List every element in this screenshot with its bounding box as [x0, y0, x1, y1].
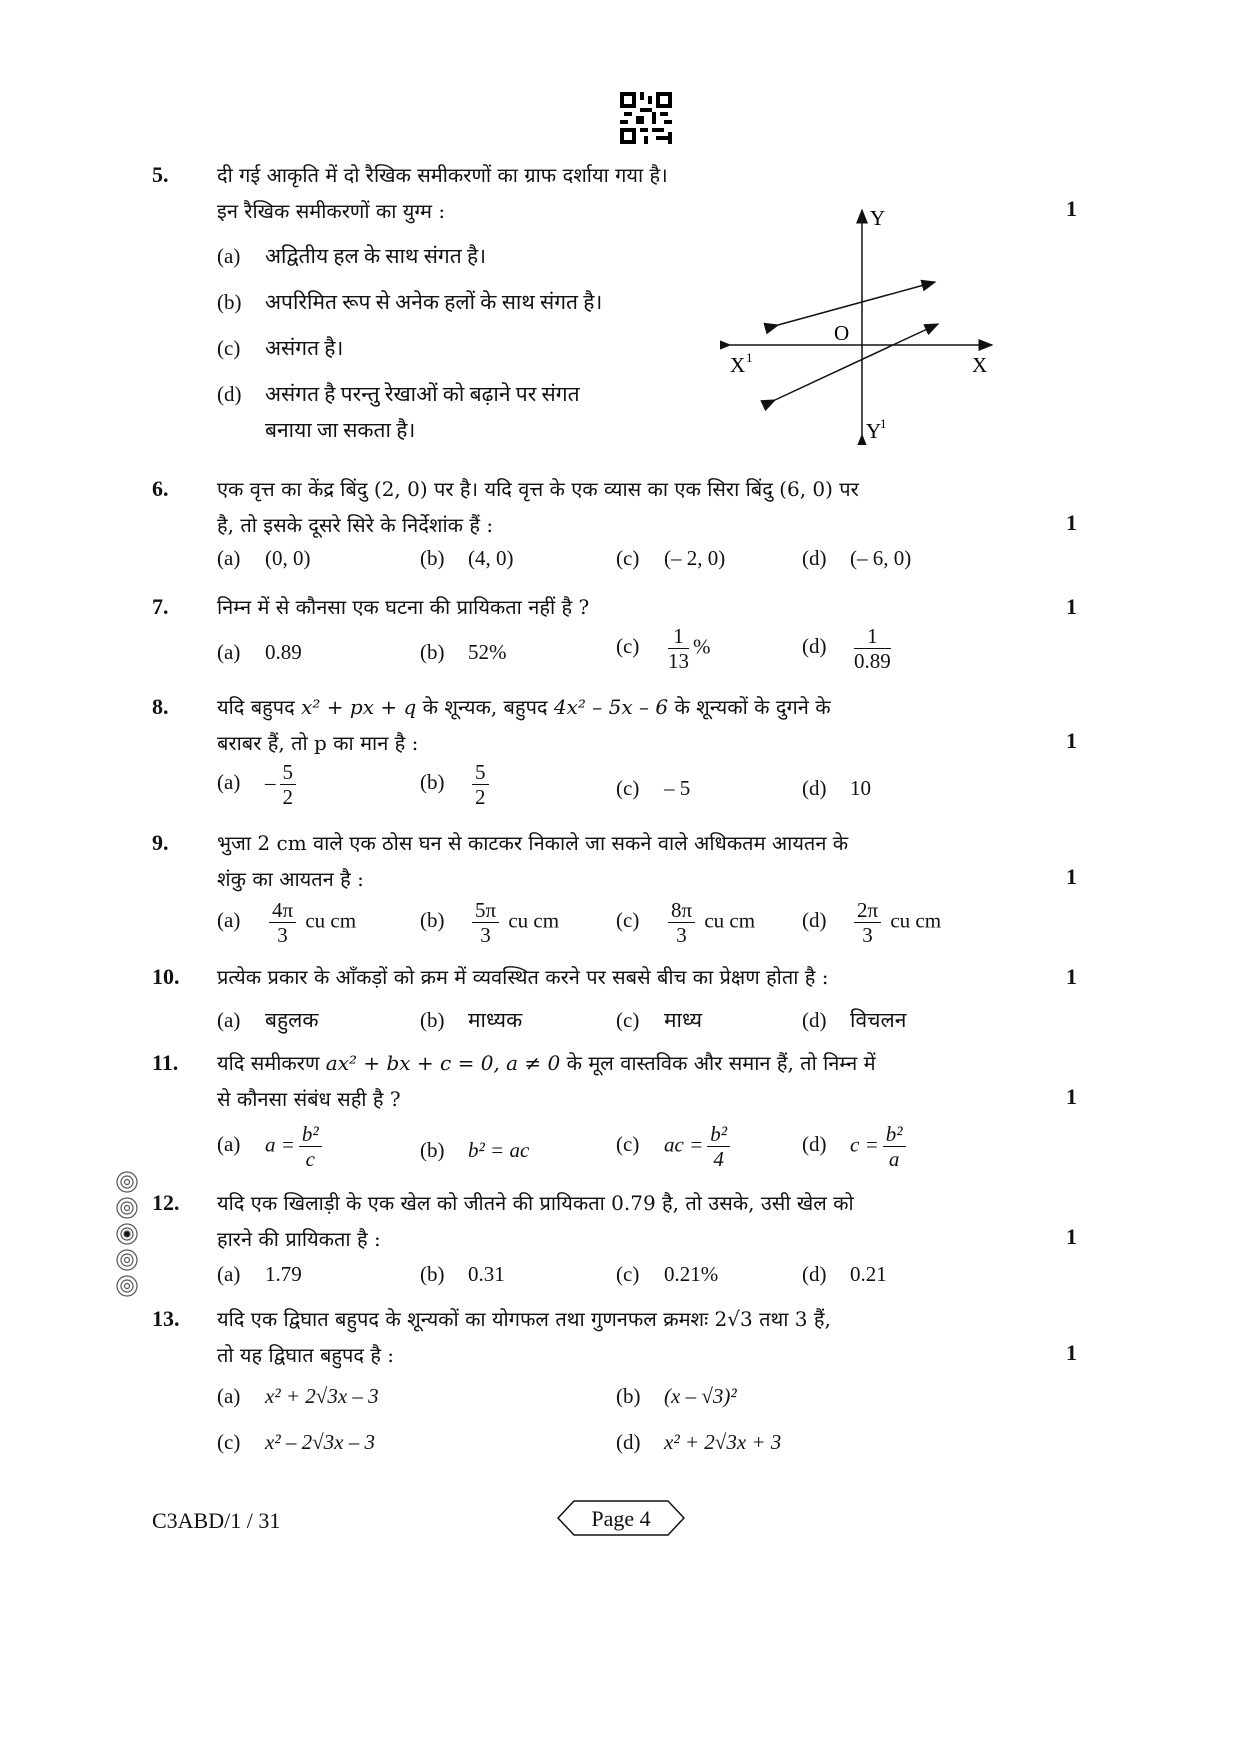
- option-suffix: cu cm: [305, 908, 357, 933]
- marks: 1: [1066, 964, 1077, 989]
- label-y1: Y: [866, 419, 882, 443]
- option-label: (b): [420, 1138, 445, 1162]
- text-part: के शून्यकों के दुगने के: [668, 695, 831, 719]
- question-number: 9.: [152, 830, 169, 855]
- option-c: [217, 1430, 375, 1455]
- text-part: यदि बहुपद: [217, 695, 302, 719]
- option-label: (d): [802, 776, 827, 800]
- option-label: (c): [616, 776, 640, 800]
- option-label: (c): [616, 1132, 640, 1157]
- question-number: 8.: [152, 694, 169, 719]
- fraction: [883, 1122, 906, 1171]
- option-d: [802, 898, 941, 947]
- option-text: (0, 0): [265, 546, 311, 570]
- option-text: 0.21%: [664, 1262, 719, 1286]
- fraction: [472, 760, 489, 809]
- option-b: [420, 898, 559, 947]
- option-d: [802, 1006, 906, 1034]
- fraction: [854, 624, 891, 673]
- option-prefix: c =: [850, 1132, 879, 1157]
- question-number: 13.: [152, 1306, 180, 1331]
- option-label: (a): [217, 1008, 241, 1032]
- marks: 1: [1066, 196, 1077, 221]
- denominator: 2: [475, 785, 486, 809]
- question-text-line2: से कौनसा संबंध सही है ?: [217, 1087, 401, 1111]
- question-number: 11.: [152, 1050, 179, 1075]
- numerator: 1: [854, 624, 891, 649]
- option-text: माध्य: [664, 1008, 703, 1032]
- option-label: (b): [420, 770, 445, 795]
- numerator: b²: [883, 1122, 906, 1147]
- label-x1: X: [730, 353, 746, 377]
- question-text-line1: यदि एक खिलाड़ी के एक खेल को जीतने की प्रायिकता 0.79 है, तो उसके, उसी खेल को: [217, 1191, 854, 1215]
- option-a: [217, 1006, 319, 1034]
- option-a: [217, 640, 302, 665]
- marks: 1: [1066, 510, 1077, 535]
- label-x: X: [972, 353, 988, 377]
- denominator: c: [305, 1147, 315, 1171]
- page-number: Page 4: [591, 1506, 651, 1531]
- denominator: 4: [713, 1147, 724, 1171]
- label-y1-sup: 1: [880, 416, 887, 431]
- denominator: 3: [277, 923, 288, 947]
- option-label: (b): [420, 908, 445, 933]
- question-text-line2: बराबर हैं, तो p का मान है :: [217, 731, 419, 755]
- fraction: [472, 898, 499, 947]
- option-text: 52%: [468, 640, 507, 664]
- option-a: [217, 760, 300, 809]
- option-d: [802, 624, 895, 673]
- fraction: [668, 624, 689, 673]
- option-text: विचलन: [850, 1008, 907, 1032]
- option-label: (c): [616, 546, 640, 570]
- option-label: (c): [616, 1008, 640, 1032]
- fraction: [707, 1122, 730, 1171]
- option-a: [217, 546, 311, 571]
- question-text-line2: शंकु का आयतन है :: [217, 867, 364, 891]
- option-label: (d): [802, 1008, 827, 1032]
- marks: 1: [1066, 1224, 1077, 1249]
- option-text: 0.21: [850, 1262, 887, 1286]
- denominator: 0.89: [854, 649, 891, 673]
- option-label: (c): [616, 1262, 640, 1286]
- question-text-line1: दी गई आकृति में दो रैखिक समीकरणों का ग्राफ दर्शाया गया है।: [217, 163, 668, 187]
- denominator: 2: [282, 785, 293, 809]
- line-2: [775, 324, 938, 400]
- fraction: [280, 760, 297, 809]
- numerator: 5: [280, 760, 297, 785]
- option-text: बहुलक: [265, 1008, 319, 1032]
- option-b: [420, 760, 493, 809]
- option-c: [616, 1262, 718, 1287]
- option-b: [420, 640, 507, 665]
- option-text: (x – √3)²: [664, 1384, 737, 1408]
- equation: ax² + bx + c = 0, a ≠ 0: [325, 1051, 561, 1075]
- option-label: (c): [217, 336, 241, 360]
- option-text: असंगत है परन्तु रेखाओं को बढ़ाने पर संगत: [265, 382, 580, 406]
- option-label: (a): [217, 244, 241, 268]
- option-label: (b): [420, 546, 445, 570]
- option-d: [802, 546, 911, 571]
- denominator: 13: [668, 649, 689, 673]
- label-origin: O: [834, 321, 850, 345]
- denominator: 3: [480, 923, 491, 947]
- option-a: [217, 1122, 326, 1171]
- polynomial: 4x² – 5x – 6: [553, 695, 669, 719]
- option-suffix: cu cm: [508, 908, 560, 933]
- option-b: [616, 1384, 737, 1409]
- option-text: 0.89: [265, 640, 302, 664]
- option-d: [217, 380, 580, 408]
- question-number: 7.: [152, 594, 169, 619]
- question-number: 5.: [152, 162, 169, 187]
- option-c: [616, 624, 711, 673]
- option-label: (a): [217, 1262, 241, 1286]
- option-label: (c): [616, 908, 640, 933]
- option-b: [217, 288, 602, 316]
- spiral-decoration-icon: [115, 1170, 139, 1300]
- option-label: (b): [420, 1262, 445, 1286]
- option-label: (a): [217, 908, 241, 933]
- option-c: [217, 334, 343, 362]
- option-text: x² – 2√3x – 3: [265, 1430, 375, 1454]
- option-text: 0.31: [468, 1262, 505, 1286]
- option-label: (a): [217, 1132, 241, 1157]
- option-text: x² + 2√3x – 3: [265, 1384, 379, 1408]
- option-a: [217, 242, 486, 270]
- option-label: (c): [616, 634, 640, 659]
- option-c: [616, 898, 755, 947]
- question-text-line1: प्रत्येक प्रकार के आँकड़ों को क्रम में व्यवस्थित करने पर सबसे बीच का प्रेक्षण होता है :: [217, 965, 829, 989]
- option-label: (b): [420, 1008, 445, 1032]
- option-label: (d): [802, 908, 827, 933]
- option-text: माध्यक: [468, 1008, 523, 1032]
- question-text-line2: तो यह द्विघात बहुपद है :: [217, 1343, 395, 1367]
- denominator: a: [888, 1147, 900, 1171]
- paper-code: C3ABD/1 / 31: [152, 1508, 281, 1533]
- question-number: 6.: [152, 476, 169, 501]
- option-text: b² = ac: [468, 1138, 530, 1162]
- fraction: [269, 898, 296, 947]
- denominator: 3: [676, 923, 687, 947]
- option-c: [616, 546, 725, 571]
- option-label: (d): [802, 546, 827, 570]
- question-text-line1: [217, 688, 977, 726]
- page-number-badge: [556, 1498, 686, 1538]
- marks: 1: [1066, 864, 1077, 889]
- question-text-line2: इन रैखिक समीकरणों का युग्म :: [217, 199, 446, 223]
- line-1: [778, 282, 935, 325]
- option-a: [217, 1384, 379, 1409]
- numerator: 5: [472, 760, 489, 785]
- option-text: 10: [850, 776, 871, 800]
- question-number: 10.: [152, 964, 180, 989]
- option-a: [217, 898, 356, 947]
- marks: 1: [1066, 1084, 1077, 1109]
- option-suffix: cu cm: [890, 908, 942, 933]
- numerator: b²: [299, 1122, 322, 1147]
- option-label: (d): [802, 1262, 827, 1286]
- question-text-line1: निम्न में से कौनसा एक घटना की प्रायिकता नहीं है ?: [217, 595, 590, 619]
- question-text-line1: [217, 1044, 977, 1082]
- option-label: (a): [217, 640, 241, 664]
- option-d: [802, 1262, 887, 1287]
- question-text-line1: यदि एक द्विघात बहुपद के शून्यकों का योगफल तथा गुणनफल क्रमशः 2√3 तथा 3 हैं,: [217, 1307, 831, 1331]
- numerator: 1: [668, 624, 689, 649]
- option-b: [420, 546, 514, 571]
- question-text-line1: भुजा 2 cm वाले एक ठोस घन से काटकर निकाले जा सकने वाले अधिकतम आयतन के: [217, 831, 849, 855]
- option-label: (b): [217, 290, 242, 314]
- numerator: b²: [707, 1122, 730, 1147]
- option-b: [420, 1138, 529, 1163]
- option-text: असंगत है।: [265, 336, 344, 360]
- option-label: (d): [616, 1430, 641, 1454]
- option-b: [420, 1262, 505, 1287]
- option-prefix: –: [265, 770, 276, 795]
- text-part: के मूल वास्तविक और समान हैं, तो निम्न में: [560, 1051, 876, 1075]
- text-part: यदि समीकरण: [217, 1051, 326, 1075]
- option-label: (c): [217, 1430, 241, 1454]
- option-a: [217, 1262, 302, 1287]
- option-label: (d): [802, 1132, 827, 1157]
- fraction: [668, 898, 695, 947]
- marks: 1: [1066, 594, 1077, 619]
- option-text: – 5: [664, 776, 691, 800]
- option-text: अद्वितीय हल के साथ संगत है।: [265, 244, 487, 268]
- option-text: 1.79: [265, 1262, 302, 1286]
- option-suffix: cu cm: [704, 908, 756, 933]
- marks: 1: [1066, 1340, 1077, 1365]
- numerator: 4π: [269, 898, 296, 923]
- fraction: [299, 1122, 322, 1171]
- option-text: (– 2, 0): [664, 546, 726, 570]
- option-prefix: a =: [265, 1132, 295, 1157]
- label-x1-sup: 1: [746, 350, 753, 365]
- option-c: [616, 1122, 734, 1171]
- option-d: [616, 1430, 781, 1455]
- option-text: अपरिमित रूप से अनेक हलों के साथ संगत है।: [265, 290, 603, 314]
- option-label: (d): [217, 382, 242, 406]
- option-label: (d): [802, 634, 827, 659]
- polynomial: x² + px + q: [301, 695, 417, 719]
- label-y: Y: [870, 206, 886, 230]
- question-text-line1: एक वृत्त का केंद्र बिंदु (2, 0) पर है। यदि वृत्त के एक व्यास का एक सिरा बिंदु (6, 0) पर: [217, 477, 859, 501]
- option-d: [802, 1122, 910, 1171]
- numerator: 8π: [668, 898, 695, 923]
- text-part: के शून्यक, बहुपद: [416, 695, 554, 719]
- option-c: [616, 1006, 702, 1034]
- linear-graph-figure: [720, 200, 1000, 445]
- option-label: (b): [420, 640, 445, 664]
- option-label: (b): [616, 1384, 641, 1408]
- option-c: [616, 776, 690, 801]
- option-label: (a): [217, 770, 241, 795]
- option-prefix: ac =: [664, 1132, 704, 1157]
- numerator: 2π: [854, 898, 881, 923]
- option-d: [802, 776, 871, 801]
- qr-code: [620, 92, 672, 144]
- marks: 1: [1066, 728, 1077, 753]
- option-d-line2: बनाया जा सकता है।: [265, 418, 416, 442]
- option-suffix: %: [693, 634, 711, 659]
- numerator: 5π: [472, 898, 499, 923]
- option-text: x² + 2√3x + 3: [664, 1430, 782, 1454]
- question-text-line2: हारने की प्रायिकता है :: [217, 1227, 381, 1251]
- denominator: 3: [862, 923, 873, 947]
- question-text-line2: है, तो इसके दूसरे सिरे के निर्देशांक हैं :: [217, 513, 494, 537]
- option-text: (4, 0): [468, 546, 514, 570]
- fraction: [854, 898, 881, 947]
- option-label: (a): [217, 546, 241, 570]
- question-number: 12.: [152, 1190, 180, 1215]
- option-b: [420, 1006, 522, 1034]
- option-label: (a): [217, 1384, 241, 1408]
- option-text: (– 6, 0): [850, 546, 912, 570]
